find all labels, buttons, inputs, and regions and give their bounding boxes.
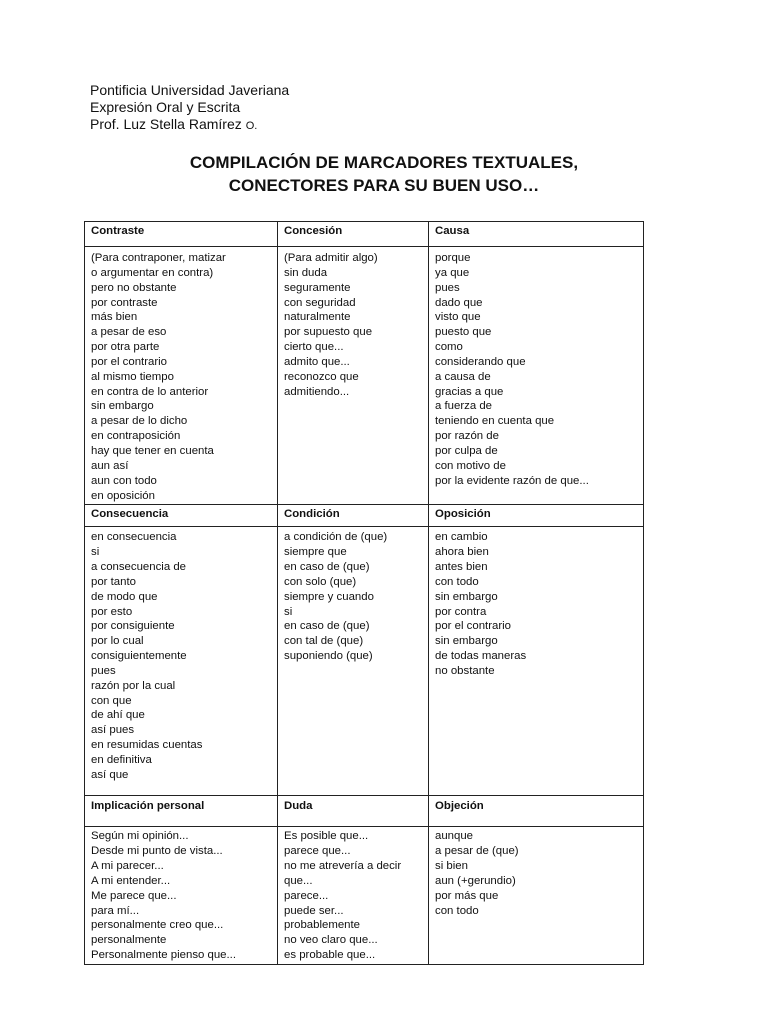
connector-item: por más que: [435, 889, 499, 902]
connector-item: en caso de (que): [284, 561, 370, 574]
university-name: Pontificia Universidad Javeriana: [90, 82, 290, 98]
section-body-row: [85, 527, 644, 796]
connector-item: Desde mi punto de vista...: [91, 845, 223, 858]
connector-item: por el contrario: [91, 355, 167, 368]
connector-item: pero no obstante: [91, 281, 177, 294]
connector-item: Es posible que...: [284, 830, 369, 843]
connector-item: personalmente: [91, 934, 167, 947]
list-cell: [278, 527, 429, 796]
connector-item: dado que: [435, 296, 483, 309]
connector-item: cierto que...: [284, 341, 344, 354]
connector-item: a pesar de eso: [91, 326, 167, 339]
connector-item: a fuerza de: [435, 400, 492, 413]
connector-item: aunque: [435, 830, 474, 843]
connector-item: con que: [91, 694, 132, 707]
connector-item: (Para admitir algo): [284, 252, 378, 264]
connector-item: seguramente: [284, 281, 351, 294]
connector-item: por contra: [435, 605, 487, 618]
course-name: Expresión Oral y Escrita: [90, 99, 241, 115]
connector-item: por otra parte: [91, 341, 160, 354]
connector-item: al mismo tiempo: [91, 370, 174, 383]
connector-item: por contraste: [91, 296, 158, 309]
professor-name: Prof. Luz Stella Ramírez: [90, 116, 242, 132]
connector-item: que...: [284, 874, 313, 887]
section-body-row: [85, 247, 644, 505]
connector-item: sin embargo: [435, 635, 498, 648]
connector-item: ahora bien: [435, 546, 489, 559]
connector-item: naturalmente: [284, 311, 351, 324]
connector-item: sin embargo: [91, 400, 154, 413]
connector-item: porque: [435, 252, 471, 264]
connector-item: aun con todo: [91, 474, 157, 487]
list-cell: [429, 827, 644, 965]
connector-item: gracias a que: [435, 385, 504, 398]
header-cell-contraste: Contraste: [85, 222, 278, 247]
header-cell-duda: Duda: [278, 796, 429, 827]
connector-item: para mí...: [91, 904, 140, 917]
connector-item: como: [435, 341, 463, 354]
connector-item: a pesar de (que): [435, 845, 519, 858]
connector-item: si: [91, 546, 100, 559]
list-cell: [85, 247, 278, 505]
list-cell: [278, 247, 429, 505]
connector-item: personalmente creo que...: [91, 919, 224, 932]
connector-item: reconozco que: [284, 370, 359, 383]
connector-item: de modo que: [91, 590, 158, 603]
connector-item: más bien: [91, 311, 138, 324]
connector-item: puede ser...: [284, 904, 344, 917]
connector-item: probablemente: [284, 919, 360, 932]
connector-item: por consiguiente: [91, 620, 175, 633]
connector-item: es probable que...: [284, 949, 376, 962]
connector-item: en caso de (que): [284, 620, 370, 633]
connector-item: admitiendo...: [284, 385, 350, 398]
list-cell: [429, 247, 644, 505]
header-cell-consecuencia: Consecuencia: [85, 505, 278, 527]
connector-item: en definitiva: [91, 754, 152, 766]
connector-item: considerando que: [435, 355, 526, 368]
connector-item: suponiendo (que): [284, 650, 373, 663]
connector-item: por esto: [91, 605, 133, 618]
connector-item: en consecuencia: [91, 531, 177, 544]
connector-item: no veo claro que...: [284, 934, 378, 947]
connector-item: Según mi opinión...: [91, 830, 189, 843]
section-header-row: [85, 796, 644, 827]
connector-item: con todo: [435, 575, 479, 588]
connector-item: A mi parecer...: [91, 860, 164, 873]
connector-item: así pues: [91, 724, 135, 737]
connector-item: no obstante: [435, 664, 495, 677]
connector-item: siempre que: [284, 546, 347, 559]
connector-item: si bien: [435, 860, 468, 873]
connector-item: por la evidente razón de que...: [435, 474, 589, 487]
document-header: [90, 82, 289, 135]
section-header-row: [85, 222, 644, 247]
connector-item: a condición de (que): [284, 531, 388, 544]
connector-item: A mi entender...: [91, 874, 171, 887]
list-cell: [278, 827, 429, 965]
list-cell: [85, 527, 278, 796]
connector-item: visto que: [435, 311, 481, 324]
connector-item: ya que: [435, 266, 470, 279]
header-cell-causa: Causa: [429, 222, 644, 247]
connector-item: aun así: [91, 459, 129, 472]
professor-suffix: O.: [245, 120, 258, 132]
connector-item: en oposición: [91, 489, 155, 502]
connector-item: a consecuencia de: [91, 561, 186, 574]
list-cell: [429, 527, 644, 796]
connector-item: por supuesto que: [284, 326, 373, 339]
connector-item: consiguientemente: [91, 650, 187, 663]
connector-item: sin duda: [284, 266, 328, 279]
connector-item: con solo (que): [284, 575, 357, 588]
connector-item: no me atrevería a decir: [284, 860, 402, 873]
connector-item: a causa de: [435, 370, 491, 383]
title-line-1: COMPILACIÓN DE MARCADORES TEXTUALES,: [189, 153, 579, 172]
connector-item: en contraposición: [91, 430, 181, 443]
connector-item: Personalmente pienso que...: [91, 949, 237, 962]
connector-item: en contra de lo anterior: [91, 385, 209, 398]
connectors-table: [84, 221, 644, 965]
header-cell-objecion: Objeción: [429, 796, 644, 827]
connector-item: aun (+gerundio): [435, 874, 516, 887]
section-header-row: [85, 505, 644, 527]
connector-item: con seguridad: [284, 296, 356, 309]
connector-item: en resumidas cuentas: [91, 739, 203, 752]
connector-item: por tanto: [91, 575, 136, 588]
connector-item: pues: [91, 664, 116, 677]
section-body-row: [85, 827, 644, 965]
connector-item: con motivo de: [435, 459, 506, 472]
title-line-2: CONECTORES PARA SU BUEN USO…: [228, 176, 540, 195]
header-cell-condicion: Condición: [278, 505, 429, 527]
connector-item: en cambio: [435, 531, 488, 544]
connector-item: Me parece que...: [91, 889, 177, 902]
professor-line: [90, 116, 289, 135]
connector-item: por culpa de: [435, 444, 498, 457]
connector-item: por lo cual: [91, 635, 144, 648]
header-cell-implicacion: Implicación personal: [85, 796, 278, 827]
connector-item: (Para contraponer, matizar: [91, 252, 226, 264]
connector-item: por razón de: [435, 430, 499, 443]
connector-item: admito que...: [284, 355, 350, 368]
connector-item: si: [284, 605, 293, 618]
connector-item: o argumentar en contra): [91, 266, 214, 279]
header-cell-concesion: Concesión: [278, 222, 429, 247]
connector-item: de todas maneras: [435, 650, 527, 663]
connector-item: así que: [91, 768, 129, 781]
connector-item: puesto que: [435, 326, 492, 339]
connector-item: parece...: [284, 889, 329, 902]
connector-item: razón por la cual: [91, 679, 176, 692]
connector-item: teniendo en cuenta que: [435, 415, 555, 428]
connector-item: pues: [435, 281, 460, 294]
connector-item: siempre y cuando: [284, 590, 374, 603]
connector-item: antes bien: [435, 561, 488, 574]
connector-item: hay que tener en cuenta: [91, 444, 214, 457]
header-cell-oposicion: Oposición: [429, 505, 644, 527]
connector-item: con tal de (que): [284, 635, 364, 648]
connector-item: sin embargo: [435, 590, 498, 603]
document-title: [84, 151, 684, 197]
connector-item: de ahí que: [91, 709, 145, 722]
connector-item: con todo: [435, 904, 479, 917]
connector-item: por el contrario: [435, 620, 511, 633]
connector-item: a pesar de lo dicho: [91, 415, 188, 428]
connector-item: parece que...: [284, 845, 351, 858]
list-cell: [85, 827, 278, 965]
